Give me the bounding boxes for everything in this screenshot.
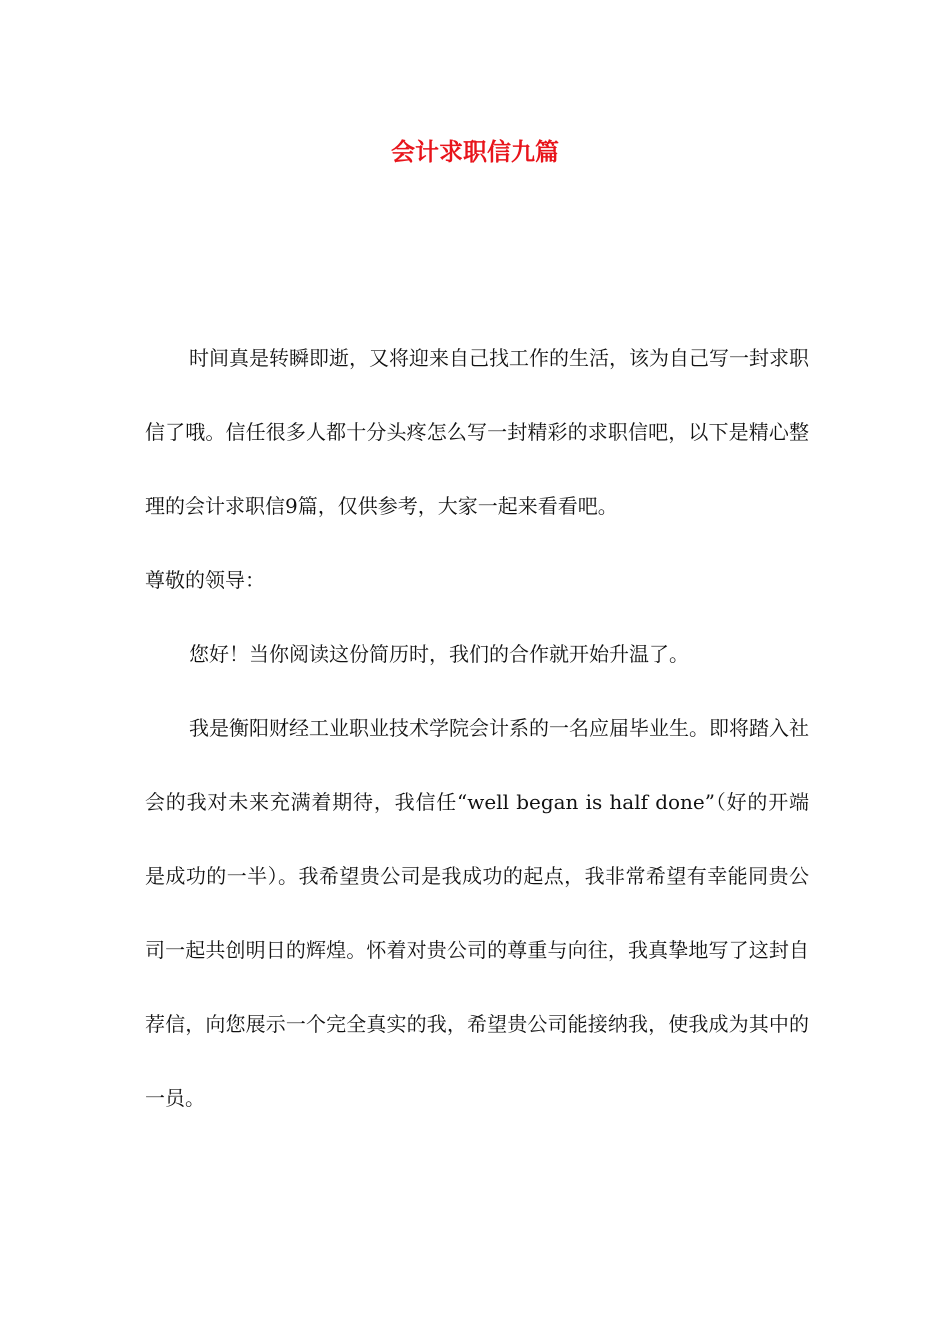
document-body bbox=[145, 321, 809, 1135]
paragraph-self-introduction: 我是衡阳财经工业职业技术学院会计系的一名应届毕业生。即将踏入社会的我对未来充满着期待，我信任“well began is half done”（好的开端是成功的一半）。我希望贵公司是我成功的起点，我非常希望有幸能同贵公司一起共创明日的辉煌。怀着对贵公司的尊重与向往，我真挚地写了这封自荐信，向您展示一个完全真实的我，希望贵公司能接纳我，使我成为其中的一员。 bbox=[145, 716, 809, 1110]
paragraph-salutation: 尊敬的领导： bbox=[145, 568, 265, 592]
paragraph-greeting: 您好！当你阅读这份简历时，我们的合作就开始升温了。 bbox=[189, 642, 689, 666]
paragraph-intro: 时间真是转瞬即逝，又将迎来自己找工作的生活，该为自己写一封求职信了哦。信任很多人都十分头疼怎么写一封精彩的求职信吧，以下是精心整理的会计求职信9篇，仅供参考，大家一起来看看吧。 bbox=[145, 346, 809, 518]
document-title: 会计求职信九篇 bbox=[391, 138, 559, 166]
